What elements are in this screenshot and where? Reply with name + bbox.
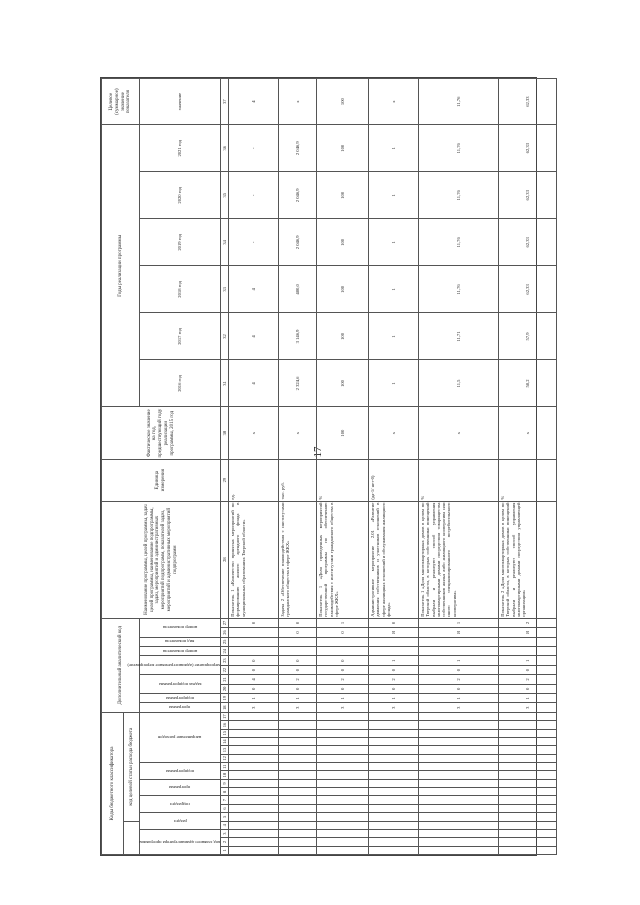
budget-code-cell (279, 729, 317, 737)
row-year-value: 1 (369, 219, 419, 266)
row-name: Показатель 1 «Доля многоквартирных домов в целом по Тверской области, в которых собственники помещений выбрали и реализуют способ управления многоквартирными домами посредством товарищества собственников жилья либо жилищного кооператива или иного специализированного потребительского кооператива» (419, 501, 499, 618)
budget-code-cell (419, 754, 499, 762)
budget-code-cell (279, 763, 317, 771)
p-program-header: программа (140, 703, 221, 712)
budget-code-cell (419, 729, 499, 737)
row-year-value: 100 (317, 266, 369, 313)
row-fact: х (419, 407, 499, 459)
budget-code-cell (229, 838, 279, 846)
row-target: 4 (229, 79, 279, 125)
budget-code-cell (317, 796, 369, 804)
column-index: 30 (221, 407, 229, 459)
analytic-code-cell: 0 (369, 618, 419, 628)
budget-code-cell (279, 771, 317, 779)
budget-code-cell (499, 846, 557, 854)
row-fact: х (229, 407, 279, 459)
budget-code-cell (317, 838, 369, 846)
section-header: раздел (140, 813, 221, 830)
column-index: 24 (221, 647, 229, 656)
row-target: 11,76 (419, 79, 499, 125)
budget-code-cell (499, 721, 557, 729)
budget-code-cell (369, 796, 419, 804)
budget-code-cell (279, 813, 317, 821)
analytic-code-cell: 3 (419, 703, 499, 712)
row-year-value: 1 (369, 313, 419, 360)
analytic-code-cell: 0 (419, 665, 499, 674)
year-2020-header: 2020 год (140, 172, 221, 219)
budget-code-cell (499, 813, 557, 821)
budget-code-cell (229, 771, 279, 779)
budget-code-cell (369, 771, 419, 779)
analytic-code-cell: 2 (369, 675, 419, 684)
row-year-value: 11,76 (419, 172, 499, 219)
row-year-value: 1 (369, 172, 419, 219)
analytic-code-cell: 0 (369, 684, 419, 693)
budget-code-cell (499, 763, 557, 771)
analytic-code-cell: 3 (229, 703, 279, 712)
column-index: 22 (221, 665, 229, 674)
row-year-value: 2 324,6 (279, 360, 317, 407)
row-year-value: 58,2 (499, 360, 557, 407)
analytic-code-cell: Я (499, 628, 557, 637)
column-index: 1 (221, 846, 229, 854)
analytic-code-cell: 3 (317, 703, 369, 712)
column-index: 4 (221, 821, 229, 829)
row-target: х (279, 79, 317, 125)
budget-code-cell (419, 721, 499, 729)
budget-code-cell (279, 746, 317, 754)
p-pointer-header: номер показателя (140, 618, 221, 637)
analytic-code-cell: 1 (369, 694, 419, 703)
row-target: х (369, 79, 419, 125)
column-index: 6 (221, 804, 229, 812)
budget-code-cell (317, 754, 369, 762)
row-year-value: 1 (369, 360, 419, 407)
budget-code-cell (499, 804, 557, 812)
row-year-value: 11,76 (419, 219, 499, 266)
budget-code-cell (419, 838, 499, 846)
row-unit: % (419, 459, 499, 501)
row-target: 62,33 (499, 79, 557, 125)
analytic-code-cell: Я (419, 628, 499, 637)
fact-header: Фактическое значение на год, предшествующий году реализации программы, 2015 год (102, 407, 221, 459)
program-header: программа (140, 779, 221, 796)
budget-code-cell (317, 771, 369, 779)
budget-code-cell (317, 829, 369, 837)
column-index: 10 (221, 772, 227, 778)
column-index: 9 (221, 779, 229, 787)
budget-code-cell (279, 779, 317, 787)
analytic-code-cell: 3 (369, 703, 419, 712)
budget-code-cell (279, 754, 317, 762)
column-index: 36 (221, 125, 229, 172)
analytic-code-cell (317, 647, 369, 656)
column-index: 3 (221, 829, 229, 837)
budget-code-cell (419, 712, 499, 720)
analytic-code-cell: 2 (419, 675, 499, 684)
analytic-code-cell: 1 (279, 694, 317, 703)
admin-code-header: код главного администратора программы (140, 829, 221, 854)
budget-code-cell (369, 838, 419, 846)
budget-code-cell (317, 763, 369, 771)
column-index: 21 (221, 675, 229, 684)
row-year-value: 4 (229, 360, 279, 407)
row-year-value: 11,71 (419, 313, 499, 360)
budget-code-cell (279, 788, 317, 796)
budget-code-cell (369, 712, 419, 720)
row-fact: 100 (317, 407, 369, 459)
row-year-value: 100 (317, 125, 369, 172)
column-index: 16 (221, 722, 227, 728)
budget-code-cell (279, 829, 317, 837)
row-fact: х (279, 407, 317, 459)
budget-code-cell (499, 771, 557, 779)
row-name: Задача 2 «Обеспечение взаимодействия с институтами гражданского общества в сфере ЖКХ» (279, 501, 317, 618)
table-row (419, 79, 499, 855)
budget-code-cell (369, 821, 419, 829)
budget-code-cell (229, 712, 279, 720)
column-index: 13 (221, 747, 227, 753)
analytic-code-cell (279, 647, 317, 656)
analytic-code-cell: 0 (419, 684, 499, 693)
analytic-code-cell: 1 (499, 694, 557, 703)
analytic-code-cell: 0 (499, 665, 557, 674)
budget-code-cell (369, 829, 419, 837)
row-year-value: 1 (369, 266, 419, 313)
budget-code-cell (419, 796, 499, 804)
budget-code-cell (229, 763, 279, 771)
column-index: 35 (221, 172, 229, 219)
budget-code-cell (229, 779, 279, 787)
analytic-code-cell: 0 (369, 665, 419, 674)
analytic-code-cell: 0 (279, 628, 317, 637)
budget-code-cell (419, 746, 499, 754)
p-subprogram-header: подпрограмма (140, 694, 221, 703)
table-row (317, 79, 369, 855)
row-year-value: 100 (317, 172, 369, 219)
column-index: 37 (221, 79, 229, 125)
budget-code-cell (317, 804, 369, 812)
year-2016-header: 2016 год (140, 360, 221, 407)
budget-code-cell (369, 754, 419, 762)
row-name: Показатель 1 «Количество принятых мероприятий по формированию жилого арендного фонда в муниципальных образованиях Тверской области» (229, 501, 279, 618)
row-year-value: 62,33 (499, 266, 557, 313)
analytic-code-cell: 0 (279, 656, 317, 665)
budget-code-cell (369, 763, 419, 771)
p-kind-header: вид показателя (140, 637, 221, 646)
row-year-value: 11,76 (419, 125, 499, 172)
p-event-header: мероприятие (административное мероприятие) (140, 656, 221, 675)
budget-code-cell (499, 729, 557, 737)
analytic-code-cell: 0 (229, 618, 279, 628)
expense-code-header: код целевой статьи расхода бюджета (124, 712, 140, 821)
target-header: Целевое (суммарное) значение показателя (102, 79, 140, 125)
table-row (229, 79, 279, 855)
column-index: 23 (221, 656, 229, 665)
budget-code-cell (229, 813, 279, 821)
analytic-code-cell: 1 (369, 656, 419, 665)
names-header: Наименование программы, целей программы, задач целей программы, наименование подпрограммы, задач, мероприятий и административных мероприятий подпрограмм, показателей задач, мероприятий и административных мероприятий подпрограмм (102, 501, 221, 618)
analytic-code-cell: 1 (499, 656, 557, 665)
column-index: 12 (221, 756, 227, 761)
column-index-row (221, 79, 229, 855)
row-unit: % (499, 459, 557, 501)
budget-code-cell (369, 804, 419, 812)
analytic-code-cell: 0 (279, 665, 317, 674)
analytic-code-cell: 1 (317, 618, 369, 628)
row-year-value: 62,33 (499, 172, 557, 219)
budget-code-cell (229, 846, 279, 854)
column-index: 34 (221, 219, 229, 266)
budget-code-cell (369, 779, 419, 787)
analytic-code-cell: 2 (279, 675, 317, 684)
analytic-code-cell (369, 647, 419, 656)
row-name: Показатель 2 «Доля многоквартирных домов в целом по Тверской области, в которых собственники помещений выбрали и реализуют способ управления многоквартирными домами посредством управляющей организации» (499, 501, 557, 618)
budget-code-cell (419, 846, 499, 854)
analytic-code-cell: 0 (279, 618, 317, 628)
budget-code-cell (499, 838, 557, 846)
row-year-value: 4 (229, 266, 279, 313)
row-unit: (да-1/ нет-0) (369, 459, 419, 501)
column-index: 33 (221, 266, 229, 313)
analytic-code-cell (317, 637, 369, 646)
budget-code-cell (229, 754, 279, 762)
row-year-value: 11,76 (419, 266, 499, 313)
budget-code-cell (419, 804, 499, 812)
row-year-value: - (229, 125, 279, 172)
analytic-code-cell (419, 637, 499, 646)
analytic-code-cell: 0 (229, 656, 279, 665)
analytic-code-cell: 2 (317, 675, 369, 684)
target-value-header: значение (140, 79, 221, 125)
budget-code-cell (317, 813, 369, 821)
unit-header: Единица измерения (102, 459, 221, 501)
row-year-value: - (229, 219, 279, 266)
budget-code-cell (229, 821, 279, 829)
row-fact: х (369, 407, 419, 459)
row-year-value: 100 (317, 360, 369, 407)
analytic-code-cell: 0 (317, 628, 369, 637)
column-index: 14 (221, 739, 227, 744)
row-target: 100 (317, 79, 369, 125)
budget-code-cell (419, 788, 499, 796)
budget-code-cell (317, 788, 369, 796)
column-index: 31 (221, 360, 229, 407)
budget-code-cell (317, 729, 369, 737)
analytic-code-cell (229, 628, 279, 637)
year-2018-header: 2018 год (140, 266, 221, 313)
program-indicators-table (101, 78, 557, 855)
budget-code-cell (279, 721, 317, 729)
budget-code-cell (317, 721, 369, 729)
column-index: 20 (221, 684, 229, 693)
analytic-code-cell: 0 (229, 665, 279, 674)
budget-code-cell (229, 796, 279, 804)
column-index: 5 (221, 813, 229, 821)
column-index: 27 (221, 618, 229, 628)
budget-code-cell (279, 838, 317, 846)
analytic-code-cell (499, 647, 557, 656)
budget-code-cell (229, 721, 279, 729)
budget-code-cell (499, 779, 557, 787)
row-year-value: 4 (229, 313, 279, 360)
column-index: 32 (221, 313, 229, 360)
program-years-header: Годы реализации программы (102, 125, 140, 407)
row-year-value: 62,33 (499, 219, 557, 266)
analytic-code-cell: 0 (279, 684, 317, 693)
analytic-code-cell (369, 637, 419, 646)
budget-code-cell (229, 788, 279, 796)
column-index: 25 (221, 637, 229, 646)
analytic-code-cell: 0 (317, 665, 369, 674)
row-unit: тыс. руб. (279, 459, 317, 501)
budget-code-cell (419, 813, 499, 821)
row-year-value: 3 146,9 (279, 313, 317, 360)
analytic-code-cell: 1 (317, 694, 369, 703)
budget-code-cell (499, 746, 557, 754)
row-year-value: 100 (317, 219, 369, 266)
analytic-code-cell (229, 647, 279, 656)
analytic-code-cell (279, 637, 317, 646)
budget-code-cell (499, 712, 557, 720)
row-name: Административное мероприятие 2.01 «Развитие движения собственников и участников отношений в сфере жилищных отношений и обслуживания жилищного фонда» (369, 501, 419, 618)
budget-code-cell (499, 754, 557, 762)
column-index: 2 (221, 838, 229, 846)
budget-code-cell (499, 788, 557, 796)
analytic-code-cell: Я (369, 628, 419, 637)
column-index: 11 (221, 763, 229, 771)
direction-header: направление расходов (140, 712, 221, 762)
column-index: 28 (221, 501, 229, 618)
blank-header-cell (124, 821, 140, 854)
column-index: 17 (221, 714, 227, 719)
budget-code-cell (229, 729, 279, 737)
budget-code-cell (419, 779, 499, 787)
year-2019-header: 2019 год (140, 219, 221, 266)
budget-code-cell (369, 746, 419, 754)
analytic-code-cell: 0 (499, 684, 557, 693)
analytic-code-cell: 1 (229, 694, 279, 703)
subprogram-header: подпрограмма (140, 763, 221, 780)
column-index: 18 (221, 703, 229, 712)
budget-code-cell (419, 821, 499, 829)
row-year-value: 480,0 (279, 266, 317, 313)
column-index: 15 (221, 731, 227, 736)
budget-code-cell (369, 721, 419, 729)
budget-code-cell (369, 788, 419, 796)
budget-code-cell (279, 804, 317, 812)
analytic-code-cell: 0 (317, 656, 369, 665)
analytic-code-cell: 3 (499, 703, 557, 712)
budget-code-cell (419, 771, 499, 779)
budget-code-cell (317, 846, 369, 854)
budget-code-cell (317, 821, 369, 829)
page-number: 17 (312, 446, 324, 458)
row-unit: % (317, 459, 369, 501)
analytic-code-cell: 1 (419, 618, 499, 628)
budget-code-cell (229, 737, 279, 745)
budget-code-cell (279, 712, 317, 720)
analytic-code-cell: 1 (419, 694, 499, 703)
budget-code-cell (279, 821, 317, 829)
column-index: 7 (221, 796, 229, 804)
table-row (279, 79, 317, 855)
p-indicator-header: номер показателя (140, 647, 221, 656)
row-year-value: 2 046,9 (279, 172, 317, 219)
row-year-value: 11,5 (419, 360, 499, 407)
row-unit: ед. (229, 459, 279, 501)
budget-code-cell (419, 829, 499, 837)
analytic-code-cell (499, 637, 557, 646)
year-2021-header: 2021 год (140, 125, 221, 172)
budget-code-cell (499, 796, 557, 804)
budget-code-cell (229, 829, 279, 837)
column-index: 29 (221, 459, 229, 501)
row-year-value: 100 (317, 313, 369, 360)
budget-code-cell (279, 796, 317, 804)
budget-code-cell (419, 737, 499, 745)
row-year-value: 2 046,9 (279, 219, 317, 266)
budget-code-cell (499, 821, 557, 829)
row-fact: х (499, 407, 557, 459)
analytic-code-cell (229, 637, 279, 646)
row-name: Показатель 1 «Доля проведенных мероприятий государственной программы по обеспечению взаимодействия с институтами гражданского общества в сфере ЖКХ» (317, 501, 369, 618)
budget-codes-header: Коды бюджетного классификатора (102, 712, 124, 854)
budget-code-cell (317, 737, 369, 745)
column-index: 26 (221, 628, 229, 637)
program-table-sheet (100, 77, 537, 856)
budget-code-cell (499, 829, 557, 837)
budget-code-cell (499, 737, 557, 745)
column-index: 19 (221, 694, 229, 703)
budget-code-cell (229, 746, 279, 754)
budget-code-cell (369, 737, 419, 745)
column-index: 8 (221, 788, 229, 796)
budget-code-cell (419, 763, 499, 771)
analytic-code-cell: 1 (419, 656, 499, 665)
budget-code-cell (369, 813, 419, 821)
analytic-code-cell: 2 (499, 618, 557, 628)
table-row (499, 79, 557, 855)
budget-code-cell (369, 729, 419, 737)
analytic-code-cell: 0 (317, 684, 369, 693)
subsection-header: подраздел (140, 796, 221, 813)
extra-code-header: Дополнительный аналитический код (102, 618, 140, 712)
budget-code-cell (317, 712, 369, 720)
budget-code-cell (279, 846, 317, 854)
budget-code-cell (279, 737, 317, 745)
row-year-value: 2 046,9 (279, 125, 317, 172)
analytic-code-cell: 3 (279, 703, 317, 712)
p-task-header: задача подпрограммы (140, 675, 221, 694)
row-year-value: - (229, 172, 279, 219)
year-2017-header: 2017 год (140, 313, 221, 360)
analytic-code-cell (419, 647, 499, 656)
budget-code-cell (369, 846, 419, 854)
table-row (369, 79, 419, 855)
analytic-code-cell: 2 (499, 675, 557, 684)
row-year-value: 57,9 (499, 313, 557, 360)
row-year-value: 1 (369, 125, 419, 172)
budget-code-cell (229, 804, 279, 812)
budget-code-cell (317, 779, 369, 787)
row-year-value: 62,33 (499, 125, 557, 172)
analytic-code-cell: 4 (229, 675, 279, 684)
analytic-code-cell: 0 (229, 684, 279, 693)
budget-code-cell (317, 746, 369, 754)
